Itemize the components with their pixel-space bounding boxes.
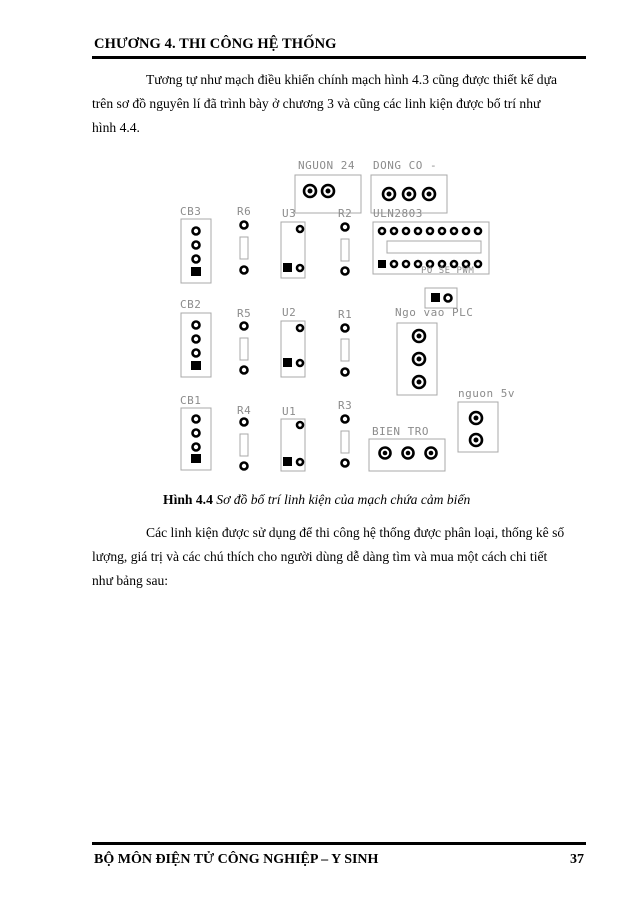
pad: [342, 224, 349, 231]
pad: [241, 222, 248, 229]
label-r3: R3: [338, 399, 353, 412]
pad: [241, 323, 248, 330]
body-line-3: như bảng sau:: [92, 573, 169, 588]
pad: [463, 228, 469, 234]
pad: [193, 430, 200, 437]
label-u2: U2: [282, 306, 297, 319]
pad: [297, 265, 303, 271]
pad: [451, 228, 457, 234]
caption-text: Sơ đồ bố trí linh kiện của mạch chứa cảm biến: [212, 492, 471, 507]
pad-square: [283, 358, 292, 367]
intro-line-1: Tương tự như mạch điều khiển chính mạch hình 4.3 cũng được thiết kế dựa: [146, 72, 557, 87]
pad: [379, 228, 385, 234]
pad: [475, 261, 481, 267]
pad-hole: [417, 357, 422, 362]
body-line-1: Các linh kiện được sử dụng để thi công hệ thống được phân loại, thống kê số: [146, 525, 565, 540]
pad: [193, 416, 200, 423]
intro-line-2: trên sơ đồ nguyên lí đã trình bày ở chương 3 và cũng các linh kiện được bố trí như: [92, 96, 541, 111]
pad-hole: [417, 380, 422, 385]
pad: [193, 444, 200, 451]
pad-square: [378, 260, 386, 268]
pad: [342, 325, 349, 332]
pad: [193, 322, 200, 329]
label-r4: R4: [237, 404, 252, 417]
pad-hole: [474, 438, 479, 443]
page-number: 37: [570, 852, 584, 867]
label-r6: R6: [237, 205, 252, 218]
chapter-header: CHƯƠNG 4. THI CÔNG HỆ THỐNG: [94, 36, 337, 52]
label-pwm: PO SE PWM: [421, 266, 475, 276]
pad: [241, 267, 248, 274]
pad: [297, 422, 303, 428]
pad: [241, 463, 248, 470]
pad: [475, 228, 481, 234]
pad-hole: [407, 192, 412, 197]
ic-top-pins: [379, 228, 481, 234]
pad: [403, 228, 409, 234]
pad-square: [191, 454, 201, 463]
pad: [342, 416, 349, 423]
pad: [391, 228, 397, 234]
pad-square: [283, 263, 292, 272]
pad-hole: [387, 192, 392, 197]
resistor-r4: [240, 434, 248, 456]
pad-hole: [427, 192, 432, 197]
resistor-r5: [240, 338, 248, 360]
resistor-r2: [341, 239, 349, 261]
body-line-2: lượng, giá trị và các chú thích cho người dùng dễ dàng tìm và mua một cách chi tiết: [92, 549, 548, 564]
label-cb3: CB3: [180, 205, 202, 218]
pcb-layout-figure: [165, 153, 525, 478]
pad-square: [431, 293, 440, 302]
pad: [403, 261, 409, 267]
pad: [297, 325, 303, 331]
figure-caption: [163, 492, 470, 508]
label-dongco: DONG CO -: [373, 159, 438, 172]
pad: [193, 256, 200, 263]
pad: [193, 242, 200, 249]
caption-label: Hình 4.4: [163, 492, 213, 507]
pad: [342, 460, 349, 467]
pad-hole: [326, 189, 331, 194]
label-r2: R2: [338, 207, 353, 220]
pad-square: [283, 457, 292, 466]
label-r1: R1: [338, 308, 353, 321]
body-paragraph: [92, 521, 586, 593]
pad: [439, 228, 445, 234]
label-nguon24: NGUON 24: [298, 159, 355, 172]
pad: [241, 367, 248, 374]
pad: [241, 419, 248, 426]
pad-hole: [417, 334, 422, 339]
pad: [297, 459, 303, 465]
label-ngo-vao-plc: Ngo vao PLC: [395, 306, 474, 319]
footer-department: BỘ MÔN ĐIỆN TỬ CÔNG NGHIỆP – Y SINH: [94, 852, 379, 867]
pad: [193, 228, 200, 235]
pad: [391, 261, 397, 267]
pad: [342, 369, 349, 376]
label-cb1: CB1: [180, 394, 202, 407]
label-u3: U3: [282, 207, 297, 220]
label-nguon5v: nguon 5v: [458, 387, 515, 400]
pad: [297, 360, 303, 366]
pad: [427, 228, 433, 234]
pad: [445, 295, 452, 302]
pad-square: [191, 361, 201, 370]
page-footer: [94, 852, 584, 868]
label-uln2803: ULN2803: [373, 207, 423, 220]
resistor-r1: [341, 339, 349, 361]
pad: [342, 268, 349, 275]
pad: [297, 226, 303, 232]
pad-hole: [406, 451, 411, 456]
resistor-r6: [240, 237, 248, 259]
pad-hole: [429, 451, 434, 456]
pad: [193, 350, 200, 357]
resistor-r3: [341, 431, 349, 453]
intro-paragraph: [92, 68, 586, 140]
label-u1: U1: [282, 405, 297, 418]
pad-hole: [383, 451, 388, 456]
pad: [193, 336, 200, 343]
label-bien-tro: BIEN TRO: [372, 425, 429, 438]
header-rule: [92, 56, 586, 59]
pad-hole: [308, 189, 313, 194]
intro-line-3: hình 4.4.: [92, 120, 140, 135]
pad: [415, 228, 421, 234]
pad-square: [191, 267, 201, 276]
footer-rule: [92, 842, 586, 845]
label-r5: R5: [237, 307, 252, 320]
pad-hole: [474, 416, 479, 421]
label-cb2: CB2: [180, 298, 202, 311]
